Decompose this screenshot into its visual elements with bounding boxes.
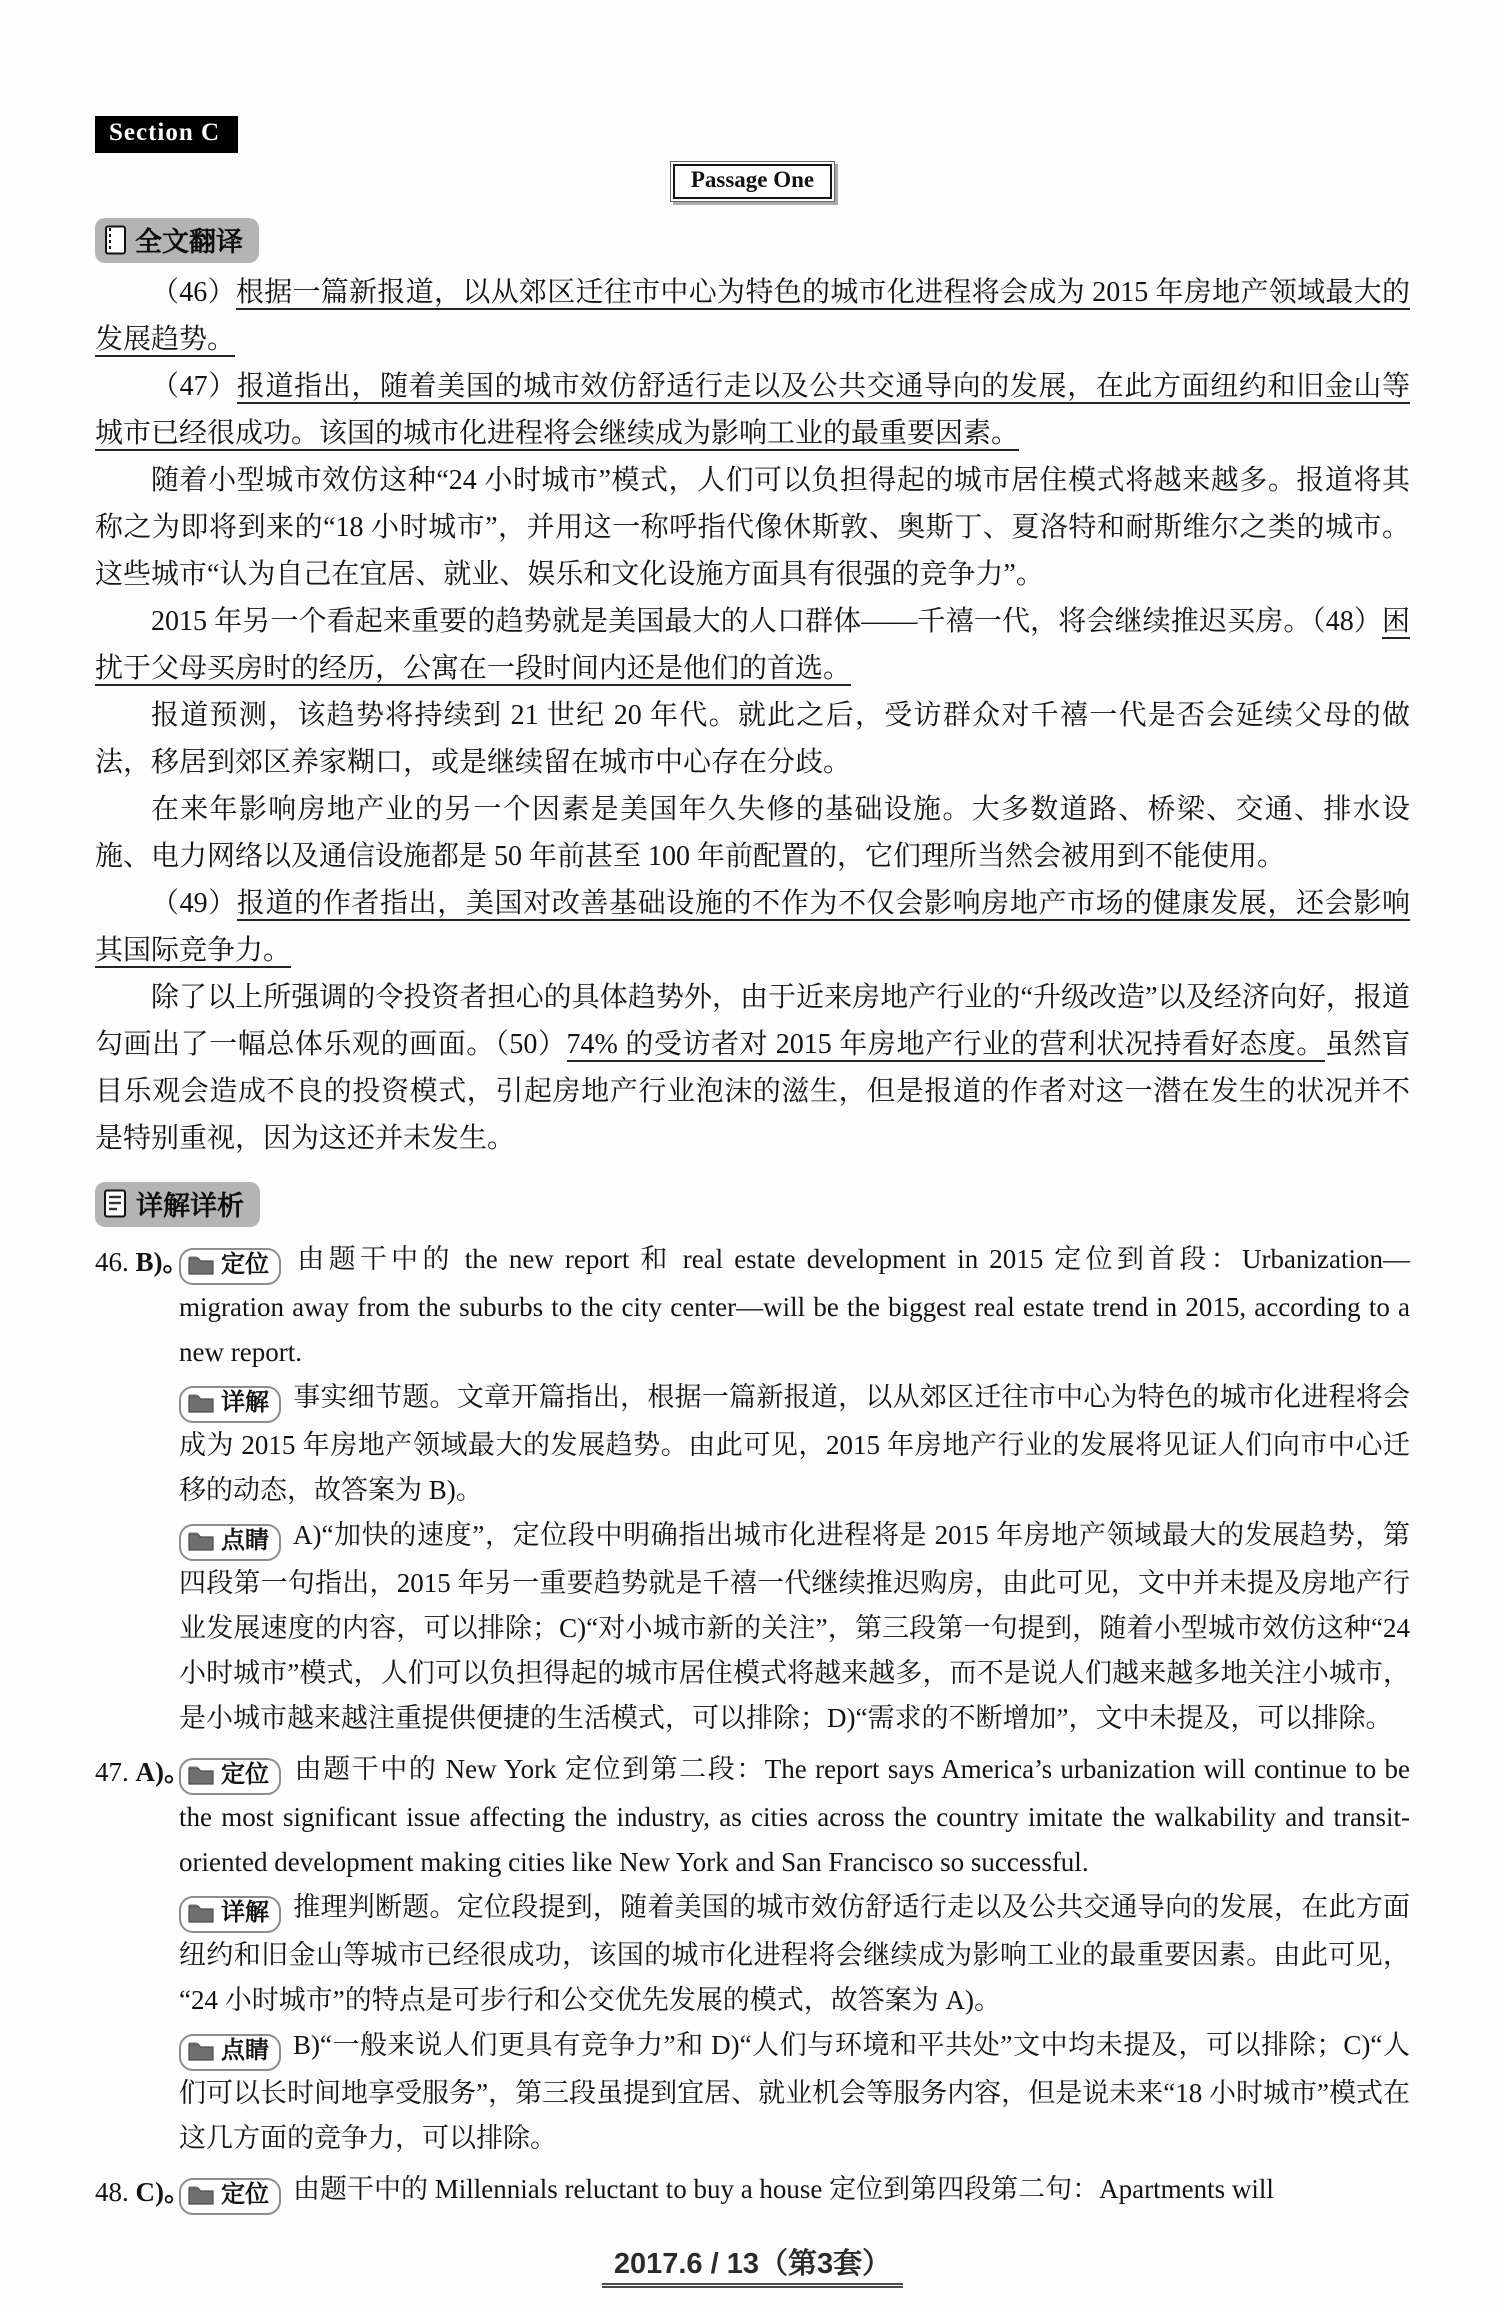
folder-icon	[188, 1255, 214, 1275]
passage-title: Passage One	[673, 164, 832, 199]
tag-capsule	[179, 1386, 281, 1423]
tag-label: 点睛	[221, 1527, 269, 1554]
translation-body	[95, 269, 1410, 1162]
translation-paragraph	[95, 974, 1410, 1162]
analysis-text: 事实细节题。文章开篇指出，根据一篇新报道，以从郊区迁往市中心为特色的城市化进程将会成为 2015 年房地产领域最大的发展趋势。由此可见，2015 年房地产行业的发展将见证人们向市中心迁移的动态，故答案为 B)。	[179, 1382, 1410, 1505]
translation-header	[95, 218, 259, 263]
translation-segment: 2015 年另一个看起来重要的趋势就是美国最大的人口群体——千禧一代，将会继续推迟买房。	[151, 606, 1312, 637]
question-number: 47. A)。	[95, 1757, 191, 1787]
tag-capsule	[179, 2178, 281, 2215]
analysis-body	[95, 1237, 1410, 2215]
analysis-block	[179, 2023, 1410, 2161]
translation-paragraph	[95, 880, 1410, 974]
tag-label: 定位	[221, 1251, 269, 1278]
analysis-block	[179, 1237, 1410, 1375]
analysis-block	[179, 2167, 1410, 2215]
translation-paragraph	[95, 692, 1410, 786]
analysis-text: 由题干中的 Millennials reluctant to buy a house 定位到第四段第二句：Apartments will	[293, 2174, 1274, 2204]
analysis-item	[95, 2167, 1410, 2215]
translation-header-label: 全文翻译	[135, 227, 243, 257]
folder-icon	[188, 1903, 214, 1923]
translation-segment-underlined: 报道指出，随着美国的城市效仿舒适行走以及公共交通导向的发展，在此方面纽约和旧金山等城市已经很成功。该国的城市化进程将会继续成为影响工业的最重要因素。	[95, 371, 1410, 449]
tag-capsule	[179, 1758, 281, 1795]
section-badge: Section C	[95, 116, 238, 153]
analysis-item	[95, 1747, 1410, 2161]
page-footer-text: 2017.6 / 13（第3套）	[602, 2248, 903, 2288]
tag-label: 点睛	[221, 2037, 269, 2064]
passage-title-box	[670, 161, 835, 202]
tag-capsule	[179, 2034, 281, 2071]
page-footer	[95, 2241, 1410, 2282]
translation-segment: （46）	[151, 277, 236, 308]
tag-capsule	[179, 1524, 281, 1561]
translation-segment-underlined: 困扰于父母买房时的经历，公寓在一段时间内还是他们的首选。	[95, 606, 1410, 684]
tag-label: 详解	[221, 1389, 269, 1416]
tag-label: 详解	[221, 1899, 269, 1926]
analysis-text: B)“一般来说人们更具有竞争力”和 D)“人们与环境和平共处”文中均未提及，可以排除；C)“人们可以长时间地享受服务”，第三段虽提到宜居、就业机会等服务内容，但是说未来“18 小时城市”模式在这几方面的竞争力，可以排除。	[179, 2030, 1410, 2153]
folder-icon	[188, 2185, 214, 2205]
tag-label: 定位	[221, 1761, 269, 1788]
analysis-block	[179, 1885, 1410, 2023]
analysis-text: A)“加快的速度”，定位段中明确指出城市化进程将是 2015 年房地产领域最大的发展趋势，第四段第一句指出，2015 年另一重要趋势就是千禧一代继续推迟购房，由此可见，文中并未提及房地产行业发展速度的内容，可以排除；C)“对小城市新的关注”，第三段第一句提到，随着小型城市效仿这种“24 小时城市”模式，人们可以负担得起的城市居住模式将越来越多，而不是说人们越来越多地关注小城市，是小城市越来越注重提供便捷的生活模式，可以排除；D)“需求的不断增加”，文中未提及，可以排除。	[179, 1520, 1410, 1733]
folder-icon	[188, 1393, 214, 1413]
analysis-block	[179, 1513, 1410, 1741]
analysis-block	[179, 1747, 1410, 1885]
folder-icon	[188, 1765, 214, 1785]
folder-icon	[188, 1531, 214, 1551]
translation-paragraph	[95, 457, 1410, 598]
answer-letter: C)。	[135, 2177, 191, 2207]
folder-icon	[188, 2041, 214, 2061]
translation-segment-underlined: 报道的作者指出，美国对改善基础设施的不作为不仅会影响房地产市场的健康发展，还会影响其国际竞争力。	[95, 888, 1410, 966]
translation-paragraph	[95, 786, 1410, 880]
analysis-item	[95, 1237, 1410, 1741]
answer-letter: A)。	[135, 1757, 191, 1787]
analysis-text: 由题干中的 New York 定位到第二段：The report says America’s urbanization will continue to be the most significant issue affecting the industry, as cities across the country imitate the walkability and transit-oriented development making cities like New York and San Francisco so successful.	[179, 1754, 1410, 1877]
answer-letter: B)。	[135, 1247, 190, 1277]
translation-segment: 在来年影响房地产业的另一个因素是美国年久失修的基础设施。大多数道路、桥梁、交通、排水设施、电力网络以及通信设施都是 50 年前甚至 100 年前配置的，它们理所当然会被用到不能使用。	[95, 794, 1410, 872]
translation-segment: 虽然盲目乐观会造成不良的投资模式，引起房地产行业泡沫的滋生，但是报道的作者对这一潜在发生的状况并不是特别重视，因为这还并未发生。	[95, 1029, 1410, 1154]
analysis-text: 由题干中的 the new report 和 real estate development in 2015 定位到首段：Urbanization—migration away from the suburbs to the city center—will be the biggest real estate trend in 2015, according to a new report.	[179, 1244, 1410, 1367]
tag-label: 定位	[221, 2181, 269, 2208]
analysis-header-label: 详解详析	[136, 1191, 244, 1221]
translation-paragraph	[95, 269, 1410, 363]
translation-segment: 随着小型城市效仿这种“24 小时城市”模式，人们可以负担得起的城市居住模式将越来越多。报道将其称之为即将到来的“18 小时城市”，并用这一称呼指代像休斯敦、奥斯丁、夏洛特和耐斯维尔之类的城市。这些城市“认为自己在宜居、就业、娱乐和文化设施方面具有很强的竞争力”。	[95, 465, 1410, 590]
tag-capsule	[179, 1248, 281, 1285]
translation-header-row	[95, 218, 1410, 263]
translation-segment-underlined: 根据一篇新报道，以从郊区迁往市中心为特色的城市化进程将会成为 2015 年房地产领域最大的发展趋势。	[95, 277, 1410, 355]
question-number: 48. C)。	[95, 2177, 191, 2207]
analysis-header	[95, 1182, 260, 1227]
translation-segment: （50）	[494, 1029, 567, 1060]
translation-paragraph	[95, 598, 1410, 692]
translation-segment: （47）	[151, 371, 237, 402]
translation-segment: 除了以上所强调的令投资者担心的具体趋势外，由于近来房地产行业的“升级改造”以及经济向好，报道勾画出了一幅总体乐观的画面。	[95, 982, 1410, 1060]
analysis-block	[179, 1375, 1410, 1513]
translation-paragraph	[95, 363, 1410, 457]
translation-segment-underlined: 74% 的受访者对 2015 年房地产行业的营利状况持看好态度。	[566, 1029, 1325, 1060]
translation-segment: （48）	[1311, 606, 1382, 637]
notebook-icon	[103, 225, 127, 255]
document-icon	[103, 1189, 128, 1218]
tag-capsule	[179, 1896, 281, 1933]
question-number: 46. B)。	[95, 1247, 190, 1277]
passage-title-row	[95, 161, 1410, 202]
analysis-header-row	[95, 1182, 1410, 1227]
analysis-text: 推理判断题。定位段提到，随着美国的城市效仿舒适行走以及公共交通导向的发展，在此方面纽约和旧金山等城市已经很成功，该国的城市化进程将会继续成为影响工业的最重要因素。由此可见，“24 小时城市”的特点是可步行和公交优先发展的模式，故答案为 A)。	[179, 1892, 1410, 2015]
translation-segment: 报道预测，该趋势将持续到 21 世纪 20 年代。就此之后，受访群众对千禧一代是否会延续父母的做法，移居到郊区养家糊口，或是继续留在城市中心存在分歧。	[95, 700, 1410, 778]
translation-segment: （49）	[151, 888, 237, 919]
